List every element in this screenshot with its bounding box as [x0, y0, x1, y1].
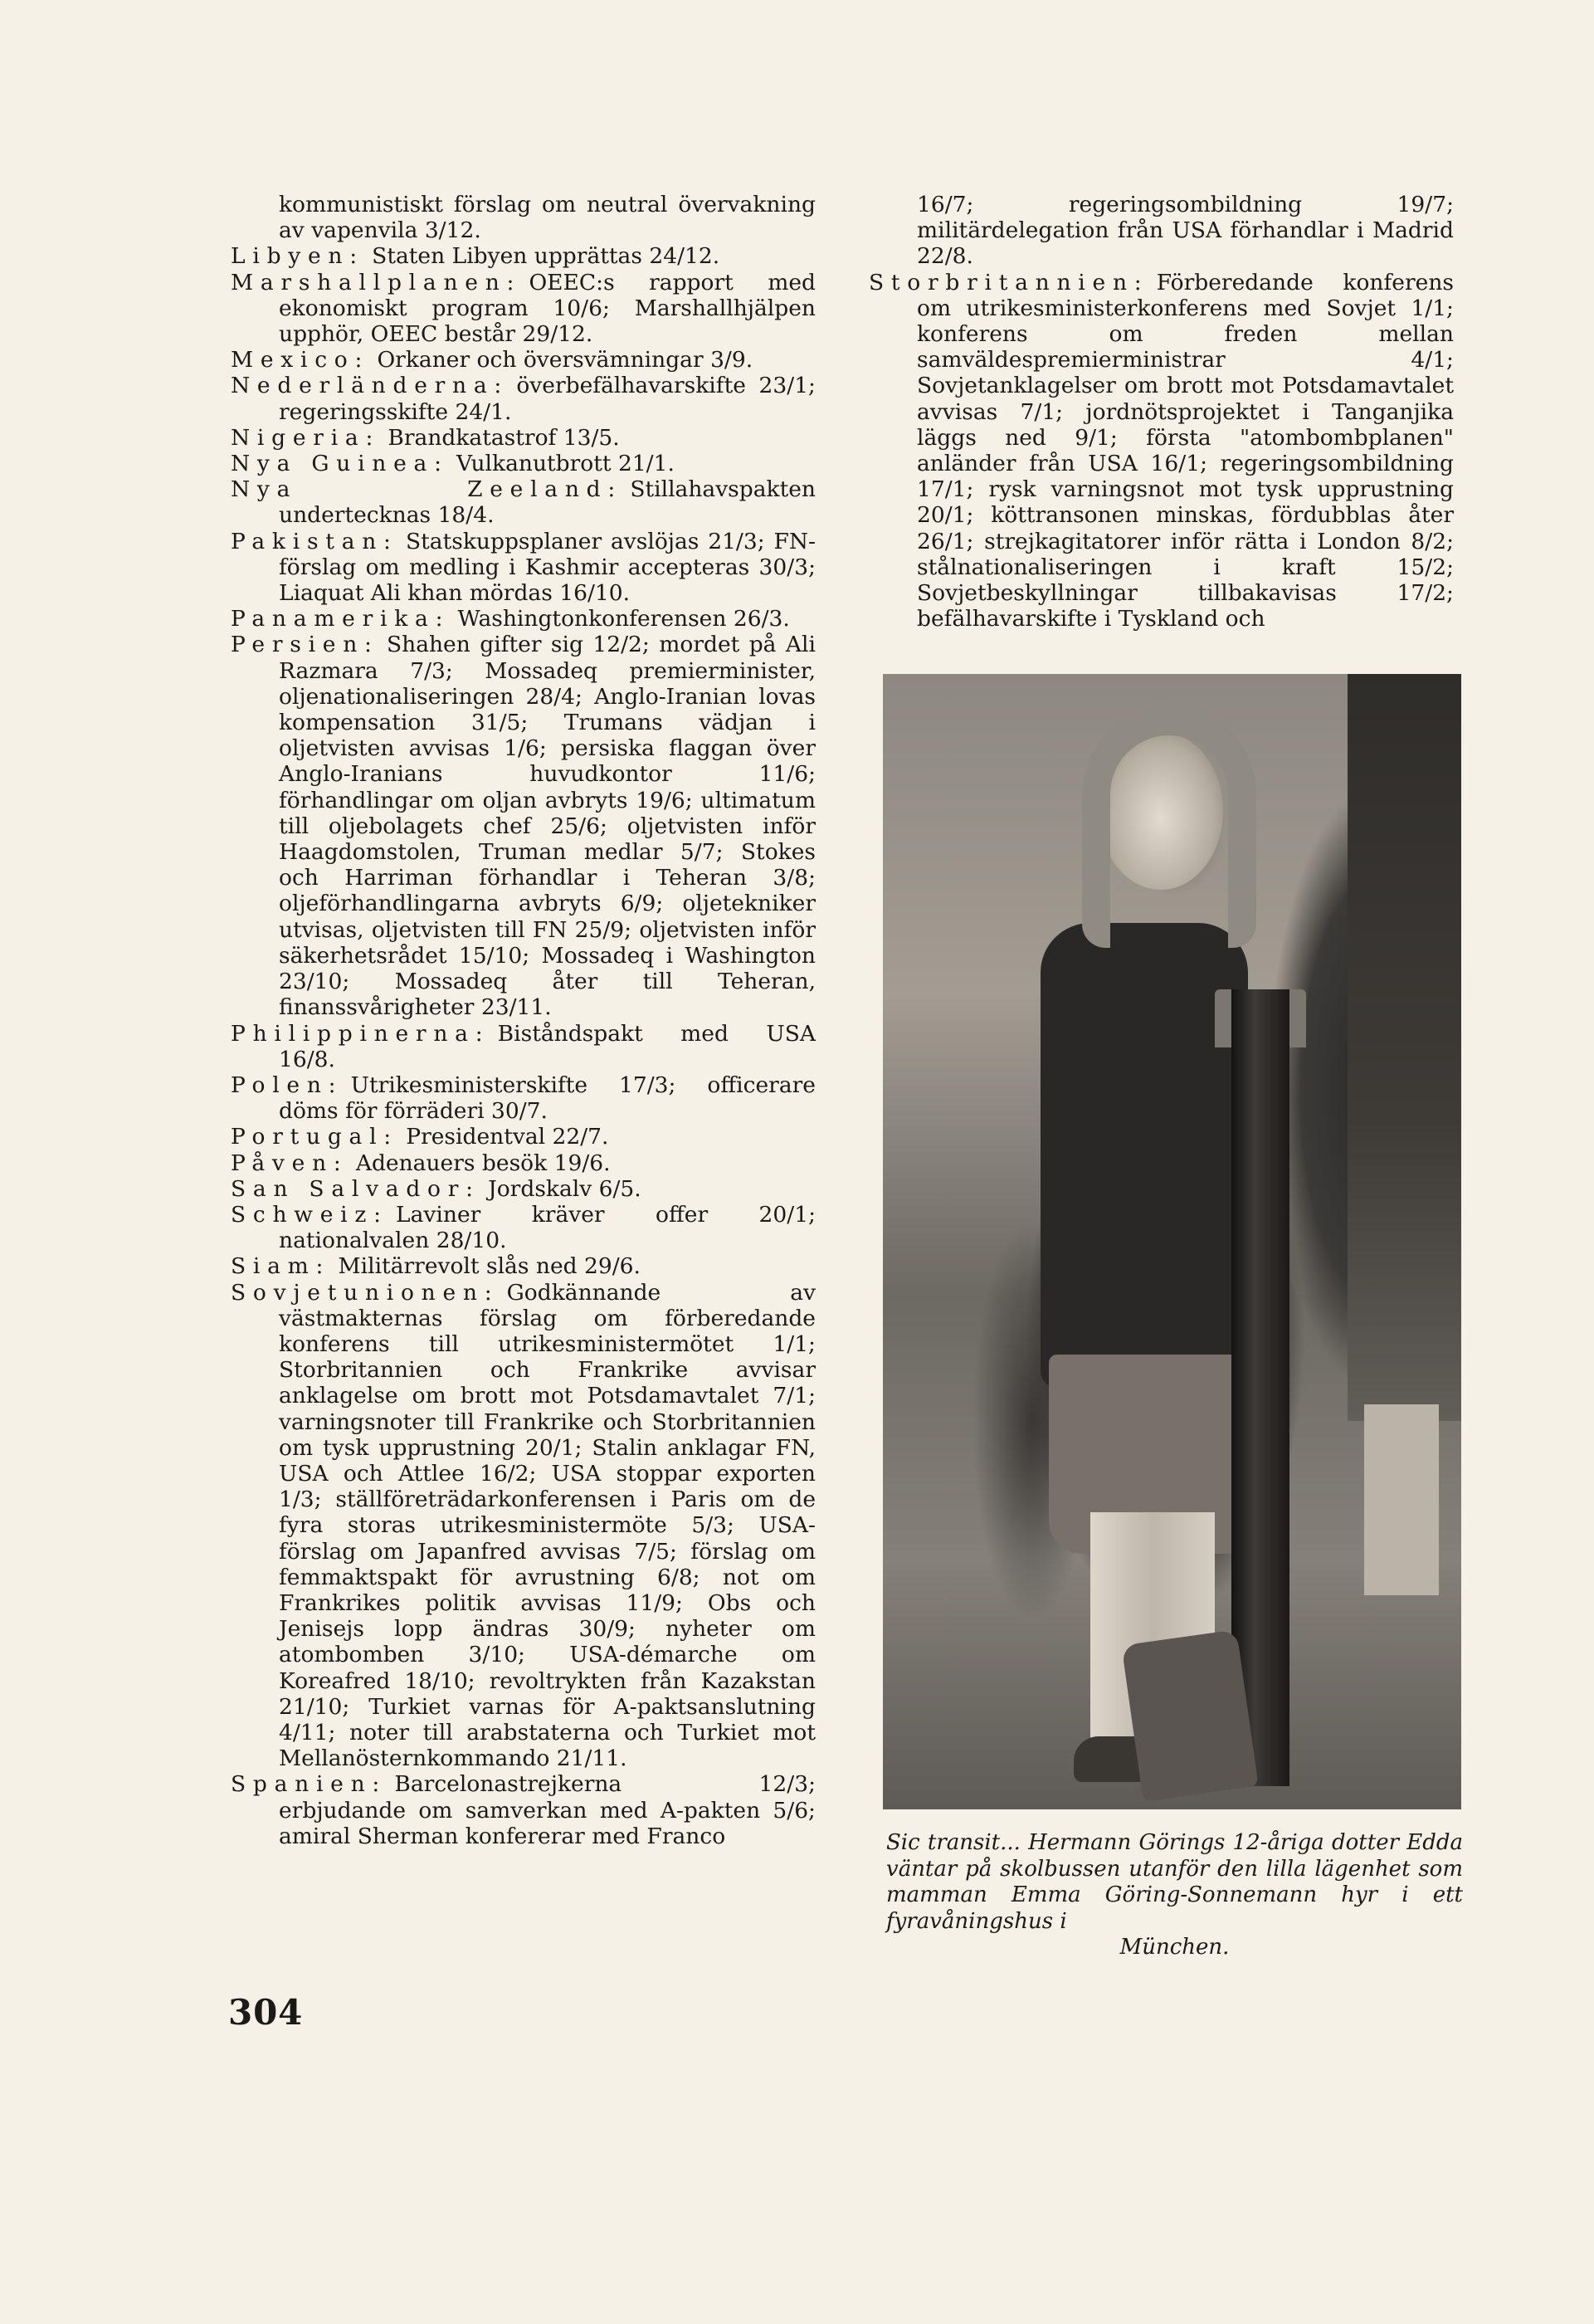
entry-text: Statskuppsplaner avslöjas 21/3; FN-förslag om medling i Kashmir accepteras 30/3; Liaquat Ali khan mördas 16/10. [279, 528, 816, 607]
entry-text: Stillahavspakten undertecknas 18/4. [279, 476, 816, 529]
entry-text: Staten Libyen upprättas 24/12. [372, 243, 720, 270]
entry-country: Nya Zeeland: [231, 476, 623, 503]
entry-text: Utrikesministerskifte 17/3; officerare döms för förräderi 30/7. [279, 1072, 816, 1125]
entry-country: Panamerika: [231, 606, 451, 632]
chronicle-entry [231, 1150, 816, 1176]
entry-country: Philippinerna: [231, 1020, 490, 1047]
entry-country: San Salvador: [231, 1175, 480, 1202]
entry-text: Militärrevolt slås ned 29/6. [338, 1253, 641, 1280]
chronicle-entry [231, 1176, 816, 1202]
entry-country: Persien: [231, 632, 379, 658]
entry-country: Siam: [231, 1253, 331, 1280]
entry-country: Marshallplanen: [231, 269, 522, 295]
entry-text: Presidentval 22/7. [406, 1124, 609, 1150]
lead-paragraph: kommunistiskt förslag om neutral övervakning av vapenvila 3/12. [279, 192, 816, 244]
photo-girl-headscarf [1082, 707, 1256, 948]
entry-country: Mexico: [231, 347, 370, 374]
entry-country: Storbritannien: [869, 269, 1149, 295]
chronicle-entry [231, 451, 816, 476]
chronicle-entry [231, 606, 816, 632]
photo-passerby-legs [1364, 1404, 1439, 1595]
page-number: 304 [228, 1992, 304, 2033]
entry-country: Portugal: [231, 1124, 398, 1150]
chronicle-entry [231, 1253, 816, 1279]
chronicle-entry [231, 1124, 816, 1150]
entry-text: Förberedande konferens om utrikesministerkonferens med Sovjet 1/1; konferens om freden mellan samväldespremierministrar 4/1; Sovjetanklagelser om brott mot Potsdamavtalet avvisas 7/1; jordnötsprojektet i Tanganjika läggs ned 9/1; första "atombombplanen" anländer från USA 16/1; regeringsombildning 17/1; rysk varningsnot mot tysk upprustning 20/1; köttransonen minskas, fördubblas åter 26/1; strejkagitatorer inför rätta i London 8/2; stålnationaliseringen i kraft 15/2; Sovjetbeskyllningar tillbakavisas 17/2; befälhavarskifte i Tyskland och [917, 269, 1454, 632]
chronicle-entry [231, 529, 816, 607]
left-entry-list [231, 243, 816, 1849]
entry-text: Biståndspakt med USA 16/8. [279, 1020, 816, 1072]
right-column [869, 192, 1454, 632]
chronicle-entry [231, 425, 816, 451]
chronicle-entry [231, 373, 816, 424]
entry-text: Shahen gifter sig 12/2; mordet på Ali Razmara 7/3; Mossadeq premierminister, oljenationaliseringen 28/4; Anglo-Iranian lovas kompensation 31/5; Trumans vädjan i oljetvisten avvisas 1/6; persiska flaggan över Anglo-Iranians huvudkontor 11/6; förhandlingar om oljan avbryts 19/6; ultimatum till oljebolagets chef 25/6; oljetvisten inför Haagdomstolen, Truman medlar 5/7; Stokes och Harriman förhandlar i Teheran 3/8; oljeförhandlingarna avbryts 6/9; oljetekniker utvisas, oljetvisten till FN 25/9; oljetvisten inför säkerhetsrådet 15/10; Mossadeq i Washington 23/10; Mossadeq åter till Teheran, finanssvårigheter 23/11. [279, 632, 816, 1021]
chronicle-entry [231, 1202, 816, 1253]
entry-text: Orkaner och översvämningar 3/9. [377, 347, 753, 374]
entry-text: OEEC:s rapport med ekonomiskt program 10/6; Marshallhjälpen upphör, OEEC består 29/12. [279, 269, 816, 348]
chronicle-entry [231, 347, 816, 373]
photograph [883, 674, 1461, 1809]
left-column [231, 192, 816, 1849]
entry-text: Jordskalv 6/5. [488, 1175, 641, 1202]
entry-text: överbefälhavarskifte 23/1; regeringsskifte 24/1. [279, 373, 816, 425]
entry-country: Libyen: [231, 243, 364, 270]
entry-country: Nederländerna: [231, 373, 509, 399]
photo-caption [886, 1830, 1463, 1961]
chronicle-entry [231, 1280, 816, 1772]
entry-text: Adenauers besök 19/6. [355, 1150, 611, 1176]
chronicle-entry [231, 243, 816, 269]
chronicle-entry [231, 476, 816, 528]
entry-country: Pakistan: [231, 528, 398, 554]
chronicle-entry [231, 1072, 816, 1124]
entry-text: Brandkatastrof 13/5. [388, 424, 620, 451]
entry-country: Nya Guinea: [231, 451, 449, 477]
entry-text: Barcelonastrejkerna 12/3; erbjudande om samverkan med A-pakten 5/6; amiral Sherman konfererar med Franco [279, 1771, 816, 1849]
entry-text: Washingtonkonferensen 26/3. [457, 606, 790, 632]
entry-country: Nigeria: [231, 424, 381, 451]
chronicle-entry [231, 1021, 816, 1072]
entry-text: Godkännande av västmakternas förslag om förberedande konferens till utrikesministermötet 1/1; Storbritannien och Frankrike avvisar anklagelse om brott mot Potsdamavtalet 7/1; varningsnoter till Frankrike och Storbritannien om tysk upprustning 20/1; Stalin anklagar FN, USA och Attlee 16/2; USA stoppar exporten 1/3; ställföreträdarkonferensen i Paris om de fyra storas utrikesministermöte 5/3; USA-förslag om Japanfred avvisas 7/5; förslag om femmaktspakt för avrustning 6/8; not om Frankrikes politik avvisas 11/9; Obs och Jenisejs lopp ändras 30/9; nyheter om atombomben 3/10; USA-démarche om Koreafred 18/10; revoltrykten från Kazakstan 21/10; Turkiet varnas för A-paktsanslutning 4/11; noter till arabstaterna och Turkiet mot Mellanösternkommando 21/11. [279, 1279, 816, 1772]
photo-schoolbag [1121, 1629, 1258, 1802]
right-entry-list [869, 270, 1454, 632]
entry-country: Påven: [231, 1150, 349, 1176]
entry-text: Vulkanutbrott 21/1. [456, 451, 675, 477]
entry-country: Sovjetunionen: [231, 1279, 500, 1306]
continuation-paragraph: 16/7; regeringsombildning 19/7; militärdelegation från USA förhandlar i Madrid 22/8. [917, 192, 1454, 270]
entry-text: Laviner kräver offer 20/1; nationalvalen 28/10. [279, 1201, 816, 1254]
entry-country: Schweiz: [231, 1201, 388, 1228]
chronicle-entry [231, 1771, 816, 1849]
chronicle-entry [869, 270, 1454, 632]
caption-text: Sic transit... Hermann Görings 12-åriga dotter Edda väntar på skolbussen utanför den lilla lägenhet som mamman Emma Göring-Sonnemann hyr i ett fyravåningshus i [886, 1830, 1463, 1934]
caption-last-line: München. [1119, 1935, 1230, 1960]
entry-country: Polen: [231, 1072, 344, 1098]
photo-passerby [1348, 674, 1461, 1421]
chronicle-entry [231, 270, 816, 348]
chronicle-entry [231, 632, 816, 1020]
entry-country: Spanien: [231, 1771, 388, 1798]
